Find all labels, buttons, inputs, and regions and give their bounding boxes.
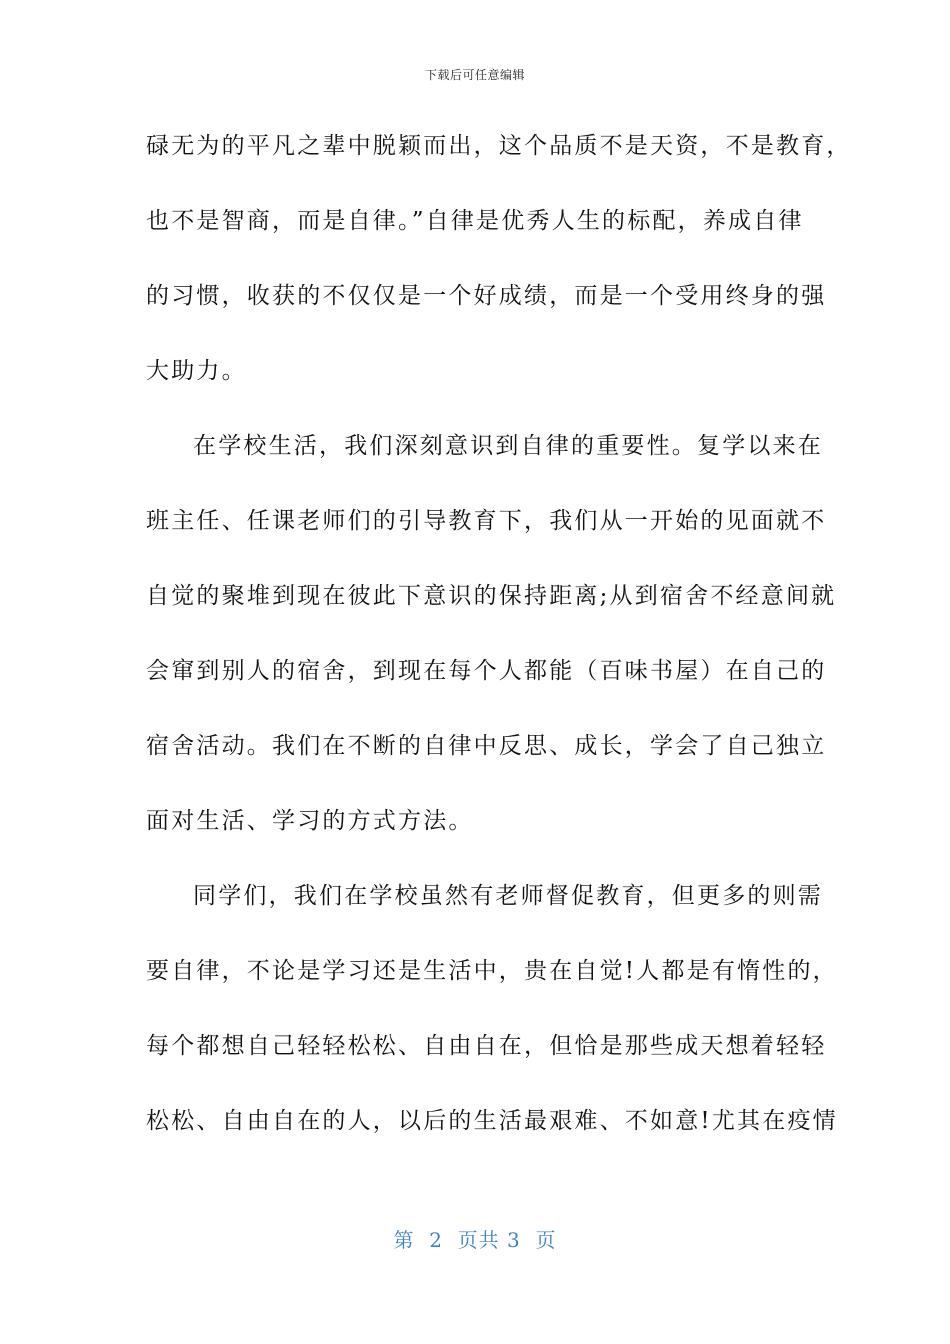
- page-header: 下载后可任意编辑: [424, 68, 525, 82]
- text-line: 每个都想自己轻轻松松、自由自在，但恰是那些成天想着轻轻: [146, 1033, 827, 1059]
- text-line: 也不是智商，而是自律。”自律是优秀人生的标配，养成自律: [146, 208, 804, 234]
- page-footer: [0, 1224, 950, 1253]
- text-line: 大助力。: [146, 358, 247, 384]
- text-line: 要自律，不论是学习还是生活中，贵在自觉!人都是有惰性的，: [146, 958, 838, 984]
- page-number-text: 第 2 页共 3 页: [393, 1228, 557, 1252]
- body-text: [146, 122, 852, 1172]
- text-line: 碌无为的平凡之辈中脱颖而出，这个品质不是天资，不是教育，: [146, 133, 852, 159]
- text-line: 班主任、任课老师们的引导教育下，我们从一开始的见面就不: [146, 508, 827, 534]
- text-line: 会窜到别人的宿舍，到现在每个人都能（百味书屋）在自己的: [146, 658, 827, 684]
- text-line: 自觉的聚堆到现在彼此下意识的保持距离;从到宿舍不经意间就: [146, 583, 837, 609]
- paragraph-start-line: 同学们，我们在学校虽然有老师督促教育，但更多的则需: [193, 883, 823, 909]
- paragraph-start-line: 在学校生活，我们深刻意识到自律的重要性。复学以来在: [193, 433, 823, 459]
- text-line: 宿舍活动。我们在不断的自律中反思、成长，学会了自己独立: [146, 733, 827, 759]
- text-line: 的习惯，收获的不仅仅是一个好成绩，而是一个受用终身的强: [146, 283, 827, 309]
- text-line: 松松、自由自在的人，以后的生活最艰难、不如意!尤其在疫情: [146, 1108, 838, 1134]
- text-line: 面对生活、学习的方式方法。: [146, 808, 474, 834]
